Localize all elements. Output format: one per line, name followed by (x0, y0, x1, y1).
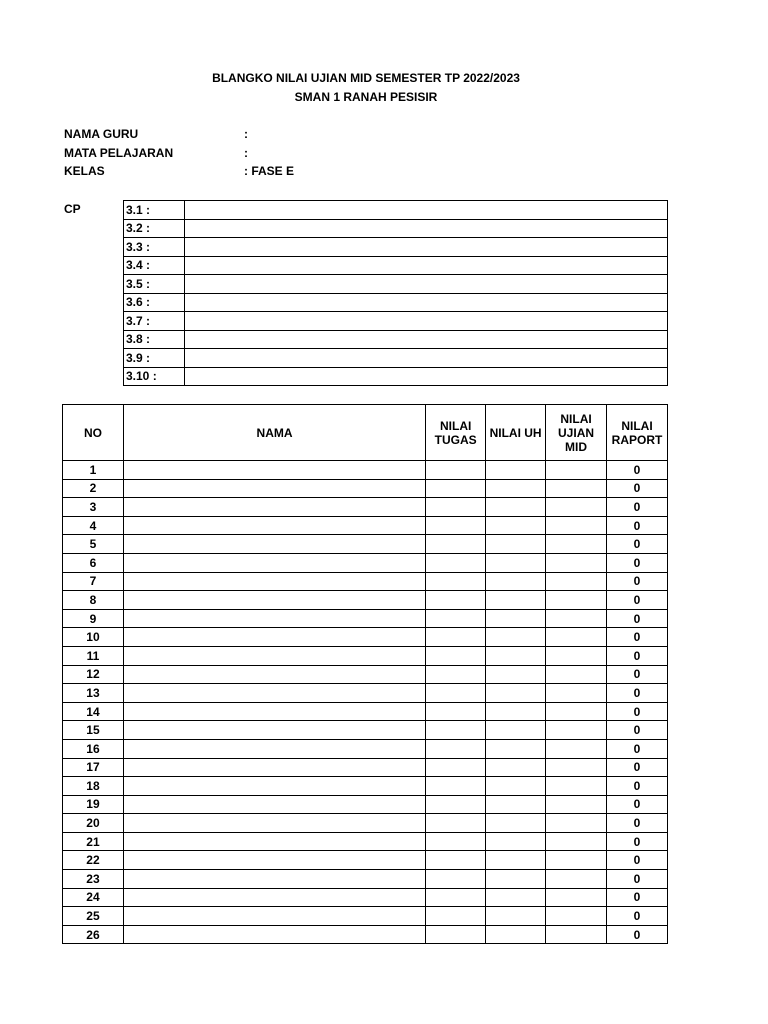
cell-no: 16 (63, 739, 124, 758)
school-name: SMAN 1 RANAH PESISIR (294, 90, 438, 104)
cell-nama[interactable] (123, 851, 425, 870)
cell-nilai-ujian-mid[interactable] (546, 665, 607, 684)
cell-nilai-ujian-mid[interactable] (546, 628, 607, 647)
cell-nilai-tugas[interactable] (426, 758, 486, 777)
info-label-nama-guru: NAMA GURU (64, 127, 139, 141)
cell-nama[interactable] (123, 777, 425, 796)
table-row (63, 498, 668, 517)
cp-description-cell[interactable] (185, 256, 668, 275)
cell-nilai-tugas[interactable] (426, 609, 486, 628)
cell-nilai-uh[interactable] (486, 795, 546, 814)
cell-nilai-uh[interactable] (486, 777, 546, 796)
cell-nilai-ujian-mid[interactable] (546, 832, 607, 851)
cell-nilai-tugas[interactable] (426, 498, 486, 517)
cell-nilai-uh[interactable] (486, 814, 546, 833)
cell-nilai-ujian-mid[interactable] (546, 888, 607, 907)
cell-nilai-ujian-mid[interactable] (546, 851, 607, 870)
cell-nilai-tugas[interactable] (426, 888, 486, 907)
cell-nilai-raport: 0 (607, 814, 668, 833)
cp-row (124, 275, 668, 294)
cp-row (124, 219, 668, 238)
cell-nilai-uh[interactable] (486, 591, 546, 610)
cell-nilai-uh[interactable] (486, 516, 546, 535)
score-table (62, 404, 668, 944)
cell-nilai-raport: 0 (607, 777, 668, 796)
cell-nama[interactable] (123, 925, 425, 944)
cell-nilai-tugas[interactable] (426, 628, 486, 647)
cell-nilai-raport: 0 (607, 925, 668, 944)
cell-nilai-raport: 0 (607, 907, 668, 926)
cell-nama[interactable] (123, 739, 425, 758)
cell-nama[interactable] (123, 479, 425, 498)
cp-description-cell[interactable] (185, 219, 668, 238)
cell-no: 9 (63, 609, 124, 628)
cp-code: 3.6 : (124, 293, 185, 312)
cell-nilai-ujian-mid[interactable] (546, 925, 607, 944)
header-nilai-tugas: NILAI TUGAS (426, 405, 486, 461)
cell-nilai-uh[interactable] (486, 907, 546, 926)
info-value-mata-pelajaran: : (244, 146, 248, 160)
cp-description-cell[interactable] (185, 349, 668, 368)
header-nama: NAMA (123, 405, 425, 461)
cell-nilai-uh[interactable] (486, 461, 546, 480)
cell-no: 25 (63, 907, 124, 926)
table-row (63, 777, 668, 796)
document-title: BLANGKO NILAI UJIAN MID SEMESTER TP 2022/2023 (212, 71, 520, 85)
cell-nilai-raport: 0 (607, 758, 668, 777)
cell-nilai-tugas[interactable] (426, 851, 486, 870)
cell-no: 7 (63, 572, 124, 591)
cell-nilai-raport: 0 (607, 684, 668, 703)
cp-code: 3.4 : (124, 256, 185, 275)
table-row (63, 628, 668, 647)
cp-code: 3.7 : (124, 312, 185, 331)
cell-nilai-raport: 0 (607, 665, 668, 684)
cell-nama[interactable] (123, 572, 425, 591)
cell-nama[interactable] (123, 461, 425, 480)
cell-nilai-raport: 0 (607, 832, 668, 851)
cell-nilai-raport: 0 (607, 498, 668, 517)
cp-row (124, 312, 668, 331)
cp-description-cell[interactable] (185, 201, 668, 220)
cell-no: 22 (63, 851, 124, 870)
cp-description-cell[interactable] (185, 367, 668, 386)
cell-nama[interactable] (123, 628, 425, 647)
cell-nilai-raport: 0 (607, 646, 668, 665)
cell-nilai-tugas[interactable] (426, 907, 486, 926)
cell-nama[interactable] (123, 814, 425, 833)
cell-nilai-uh[interactable] (486, 646, 546, 665)
table-row (63, 851, 668, 870)
cell-nilai-uh[interactable] (486, 888, 546, 907)
cell-nilai-tugas[interactable] (426, 516, 486, 535)
cell-no: 12 (63, 665, 124, 684)
cell-nama[interactable] (123, 591, 425, 610)
cell-nilai-ujian-mid[interactable] (546, 814, 607, 833)
cell-nilai-uh[interactable] (486, 739, 546, 758)
cell-no: 3 (63, 498, 124, 517)
table-row (63, 702, 668, 721)
cell-nama[interactable] (123, 832, 425, 851)
cell-nilai-raport: 0 (607, 870, 668, 889)
cell-no: 21 (63, 832, 124, 851)
table-row (63, 461, 668, 480)
cp-description-cell[interactable] (185, 275, 668, 294)
cp-description-cell[interactable] (185, 293, 668, 312)
cell-nilai-ujian-mid[interactable] (546, 795, 607, 814)
cell-nilai-uh[interactable] (486, 609, 546, 628)
cell-nilai-uh[interactable] (486, 665, 546, 684)
table-row (63, 925, 668, 944)
cell-nilai-raport: 0 (607, 628, 668, 647)
cell-nilai-raport: 0 (607, 516, 668, 535)
cp-description-cell[interactable] (185, 312, 668, 331)
info-value-nama-guru: : (244, 127, 248, 141)
cell-nama[interactable] (123, 684, 425, 703)
cell-nama[interactable] (123, 795, 425, 814)
cell-no: 26 (63, 925, 124, 944)
cp-code: 3.10 : (124, 367, 185, 386)
cell-nilai-raport: 0 (607, 535, 668, 554)
score-table-header-row (63, 405, 668, 461)
cell-no: 13 (63, 684, 124, 703)
table-row (63, 758, 668, 777)
cell-nilai-ujian-mid[interactable] (546, 646, 607, 665)
cell-nilai-raport: 0 (607, 461, 668, 480)
cell-nilai-tugas[interactable] (426, 646, 486, 665)
cell-no: 14 (63, 702, 124, 721)
cp-row (124, 330, 668, 349)
cell-nilai-raport: 0 (607, 721, 668, 740)
cell-nilai-raport: 0 (607, 572, 668, 591)
cell-no: 10 (63, 628, 124, 647)
cell-nama[interactable] (123, 646, 425, 665)
cell-no: 5 (63, 535, 124, 554)
cell-nilai-ujian-mid[interactable] (546, 572, 607, 591)
cell-no: 20 (63, 814, 124, 833)
table-row (63, 479, 668, 498)
table-row (63, 739, 668, 758)
cell-nilai-tugas[interactable] (426, 814, 486, 833)
table-row (63, 795, 668, 814)
cell-nilai-tugas[interactable] (426, 777, 486, 796)
cell-nilai-ujian-mid[interactable] (546, 739, 607, 758)
cell-nilai-raport: 0 (607, 702, 668, 721)
cell-no: 24 (63, 888, 124, 907)
cp-row (124, 293, 668, 312)
cell-nilai-uh[interactable] (486, 702, 546, 721)
cell-nilai-raport: 0 (607, 795, 668, 814)
table-row (63, 832, 668, 851)
table-row (63, 888, 668, 907)
cell-nilai-ujian-mid[interactable] (546, 609, 607, 628)
table-row (63, 572, 668, 591)
cell-nilai-tugas[interactable] (426, 795, 486, 814)
cell-nilai-raport: 0 (607, 553, 668, 572)
header-nilai-raport: NILAI RAPORT (607, 405, 668, 461)
cell-no: 6 (63, 553, 124, 572)
cell-nilai-tugas[interactable] (426, 721, 486, 740)
cell-nilai-tugas[interactable] (426, 832, 486, 851)
cell-nilai-tugas[interactable] (426, 591, 486, 610)
cell-nilai-tugas[interactable] (426, 553, 486, 572)
cell-no: 19 (63, 795, 124, 814)
cell-no: 1 (63, 461, 124, 480)
table-row (63, 907, 668, 926)
cell-nama[interactable] (123, 907, 425, 926)
cp-code: 3.8 : (124, 330, 185, 349)
cell-nilai-ujian-mid[interactable] (546, 591, 607, 610)
cell-nilai-ujian-mid[interactable] (546, 907, 607, 926)
cell-nilai-ujian-mid[interactable] (546, 479, 607, 498)
cp-code: 3.2 : (124, 219, 185, 238)
cell-nilai-tugas[interactable] (426, 684, 486, 703)
cell-nama[interactable] (123, 702, 425, 721)
cp-row (124, 367, 668, 386)
header-nilai-uh: NILAI UH (486, 405, 546, 461)
cell-nilai-tugas[interactable] (426, 572, 486, 591)
cell-nilai-ujian-mid[interactable] (546, 535, 607, 554)
cell-nilai-uh[interactable] (486, 758, 546, 777)
cell-nilai-raport: 0 (607, 739, 668, 758)
table-row (63, 721, 668, 740)
cell-nama[interactable] (123, 888, 425, 907)
cell-nilai-tugas[interactable] (426, 702, 486, 721)
cell-nilai-ujian-mid[interactable] (546, 553, 607, 572)
table-row (63, 646, 668, 665)
table-row (63, 870, 668, 889)
cell-nilai-tugas[interactable] (426, 925, 486, 944)
cell-nilai-raport: 0 (607, 591, 668, 610)
cell-no: 2 (63, 479, 124, 498)
cp-code: 3.3 : (124, 238, 185, 257)
cell-nilai-tugas[interactable] (426, 739, 486, 758)
cell-nama[interactable] (123, 758, 425, 777)
cell-nilai-uh[interactable] (486, 553, 546, 572)
cell-nama[interactable] (123, 721, 425, 740)
table-row (63, 591, 668, 610)
table-row (63, 665, 668, 684)
cell-nilai-raport: 0 (607, 888, 668, 907)
cell-nilai-ujian-mid[interactable] (546, 684, 607, 703)
cell-nilai-uh[interactable] (486, 870, 546, 889)
cell-nilai-tugas[interactable] (426, 535, 486, 554)
cell-no: 4 (63, 516, 124, 535)
cell-nama[interactable] (123, 535, 425, 554)
cp-code: 3.1 : (124, 201, 185, 220)
table-row (63, 814, 668, 833)
cp-label: CP (64, 202, 81, 216)
cell-nilai-uh[interactable] (486, 684, 546, 703)
cell-nilai-ujian-mid[interactable] (546, 702, 607, 721)
cp-code: 3.9 : (124, 349, 185, 368)
cell-nilai-tugas[interactable] (426, 870, 486, 889)
cell-nilai-raport: 0 (607, 851, 668, 870)
cell-nama[interactable] (123, 870, 425, 889)
cell-nilai-ujian-mid[interactable] (546, 516, 607, 535)
cell-no: 8 (63, 591, 124, 610)
cell-nilai-uh[interactable] (486, 721, 546, 740)
cell-nilai-ujian-mid[interactable] (546, 461, 607, 480)
info-label-mata-pelajaran: MATA PELAJARAN (64, 146, 174, 160)
cell-nilai-uh[interactable] (486, 628, 546, 647)
cp-table (123, 200, 668, 386)
cp-description-cell[interactable] (185, 238, 668, 257)
cell-nama[interactable] (123, 498, 425, 517)
cell-nama[interactable] (123, 609, 425, 628)
cell-nilai-ujian-mid[interactable] (546, 498, 607, 517)
cell-nilai-raport: 0 (607, 609, 668, 628)
cp-row (124, 256, 668, 275)
cp-code: 3.5 : (124, 275, 185, 294)
cell-nilai-ujian-mid[interactable] (546, 870, 607, 889)
cp-row (124, 349, 668, 368)
cell-no: 15 (63, 721, 124, 740)
table-row (63, 609, 668, 628)
cell-nilai-raport: 0 (607, 479, 668, 498)
cell-nama[interactable] (123, 665, 425, 684)
cell-nilai-uh[interactable] (486, 498, 546, 517)
cell-nilai-ujian-mid[interactable] (546, 721, 607, 740)
cell-nilai-uh[interactable] (486, 572, 546, 591)
header-nilai-ujian-mid: NILAI UJIAN MID (546, 405, 607, 461)
cell-nilai-ujian-mid[interactable] (546, 777, 607, 796)
cell-nilai-uh[interactable] (486, 479, 546, 498)
table-row (63, 516, 668, 535)
cell-no: 11 (63, 646, 124, 665)
cp-row (124, 238, 668, 257)
cell-nilai-ujian-mid[interactable] (546, 758, 607, 777)
cell-nilai-uh[interactable] (486, 535, 546, 554)
table-row (63, 553, 668, 572)
cell-nilai-tugas[interactable] (426, 461, 486, 480)
cell-nama[interactable] (123, 516, 425, 535)
header-no: NO (63, 405, 124, 461)
cell-nilai-tugas[interactable] (426, 665, 486, 684)
info-value-kelas: : FASE E (244, 164, 295, 178)
cell-nilai-tugas[interactable] (426, 479, 486, 498)
table-row (63, 535, 668, 554)
cell-no: 17 (63, 758, 124, 777)
info-label-kelas: KELAS (64, 164, 105, 178)
cp-description-cell[interactable] (185, 330, 668, 349)
cell-no: 23 (63, 870, 124, 889)
cell-nilai-uh[interactable] (486, 851, 546, 870)
cp-row (124, 201, 668, 220)
cell-nilai-uh[interactable] (486, 925, 546, 944)
cell-nama[interactable] (123, 553, 425, 572)
cell-nilai-uh[interactable] (486, 832, 546, 851)
cell-no: 18 (63, 777, 124, 796)
table-row (63, 684, 668, 703)
